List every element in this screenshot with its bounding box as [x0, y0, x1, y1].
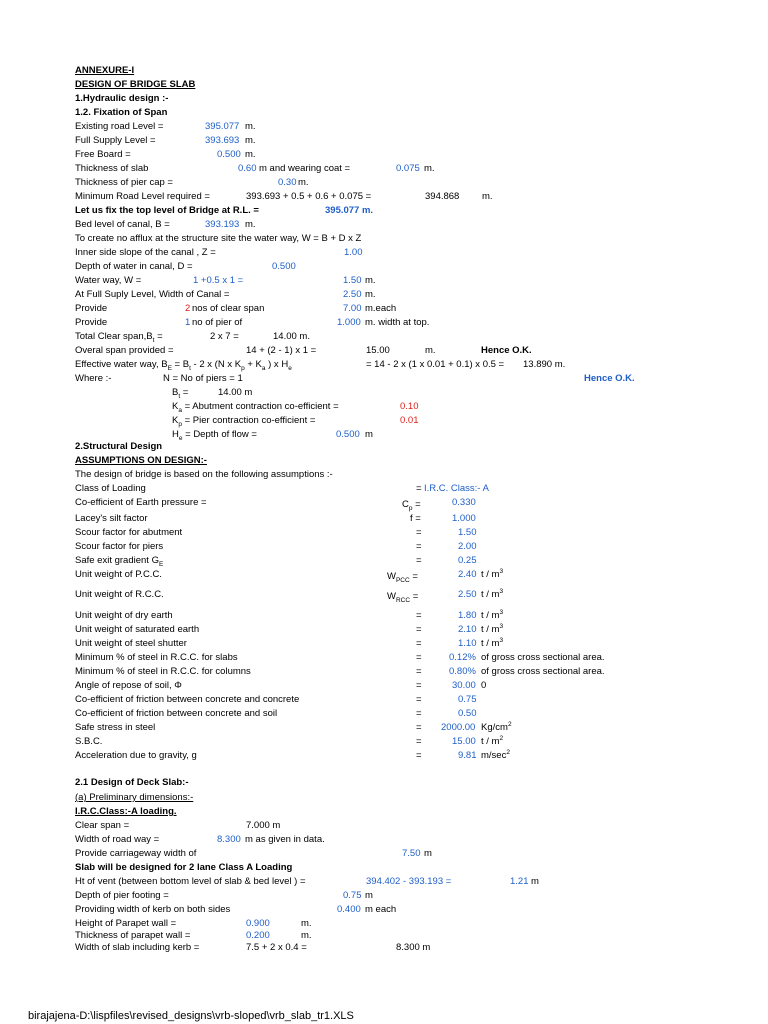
assumption-unit: t / $m^3$: [481, 608, 504, 621]
fix-top-label: Let us fix the top level of Bridge at R.L. =: [75, 205, 259, 216]
assumption-symbol: =: [416, 624, 422, 635]
assumption-label: Unit weight of P.C.C.: [75, 569, 162, 580]
vent-unit: m: [531, 876, 539, 887]
assumption-label: Co-efficient of friction between concrete and soil: [75, 708, 278, 719]
vent-label: Ht of vent (between bottom level of slab & bed level ) =: [75, 876, 306, 887]
assumption-symbol: =: [416, 680, 422, 691]
ka-def: $K_a$ = Abutment contraction co-efficient =: [172, 401, 339, 414]
pier-cap-label: Thickness of pier cap =: [75, 177, 173, 188]
water-way-value: 1.50: [343, 275, 362, 286]
depth-water-label: Depth of water in canal, D =: [75, 261, 193, 272]
overall-span-label: Overal span provided =: [75, 345, 174, 356]
kp-value: 0.01: [400, 415, 419, 426]
ka-value: 0.10: [400, 401, 419, 412]
fsl-value: 393.693: [205, 135, 240, 146]
kerb-unit: m each: [365, 904, 397, 915]
assumption-unit: $Kg/cm^2$: [481, 720, 512, 733]
water-way-expr: 1 +0.5 x 1 =: [193, 275, 244, 286]
vent-value: 1.21: [510, 876, 529, 887]
assumption-label: Angle of repose of soil, Φ: [75, 680, 182, 691]
provide-pier-value: 1.000: [337, 317, 361, 328]
slab-thickness-unit: m and wearing coat =: [259, 163, 351, 174]
assumption-value: 15.00: [452, 736, 476, 747]
he-value: 0.500: [336, 429, 360, 440]
assumption-value: 2000.00: [441, 722, 476, 733]
assumption-symbol: =: [416, 638, 422, 649]
eff-waterway-ok: Hence O.K.: [584, 373, 635, 384]
total-clear-span-expr: 2 x 7 =: [210, 331, 239, 342]
wearing-coat-value: 0.075: [396, 163, 420, 174]
assumption-symbol: =: [416, 666, 422, 677]
assumption-symbol: =: [416, 483, 422, 494]
provide-pier-unit: m. width at top.: [365, 317, 430, 328]
assumption-unit: t / $m^3$: [481, 567, 504, 580]
assumption-symbol: $W_{PCC}$ =: [387, 571, 418, 584]
assumption-symbol: =: [416, 708, 422, 719]
deck-heading: 2.1 Design of Deck Slab:-: [75, 777, 189, 788]
eff-waterway-expr: = 14 - 2 x (1 x 0.01 + 0.1) x 0.5 =: [366, 359, 505, 370]
water-way-label: Water way, W =: [75, 275, 142, 286]
carriageway-value: 7.50: [402, 848, 421, 859]
slab-width-value: 8.300 m: [396, 942, 431, 953]
assumption-value: 2.50: [458, 589, 477, 600]
free-board-value: 0.500: [217, 149, 241, 160]
slab-thickness-value: 0.60: [238, 163, 257, 174]
assumption-value: 1.80: [458, 610, 477, 621]
assumption-symbol: =: [416, 610, 422, 621]
eff-waterway-value: 13.890 m.: [523, 359, 566, 370]
parapet-thickness-value: 0.200: [246, 930, 270, 941]
assumption-unit: of gross cross sectional area.: [481, 666, 605, 677]
provide-span-label: Provide: [75, 303, 108, 314]
pier-cap-unit: m.: [298, 177, 309, 188]
provide-span-value: 7.00: [343, 303, 362, 314]
assumption-value: 0.25: [458, 555, 477, 566]
assumption-label: Co-efficient of friction between concrete and concrete: [75, 694, 300, 705]
assumption-symbol: =: [416, 555, 422, 566]
assumption-value: 9.81: [458, 750, 477, 761]
assumption-unit: t / $m^3$: [481, 587, 504, 600]
assumption-value: 30.00: [452, 680, 476, 691]
assumption-label: Minimum % of steel in R.C.C. for columns: [75, 666, 251, 677]
provide-pier-text: no of pier of: [192, 317, 243, 328]
overall-span-value: 15.00: [366, 345, 390, 356]
overall-span-ok: Hence O.K.: [481, 345, 532, 356]
assumption-value: 2.00: [458, 541, 477, 552]
assumption-label: Safe stress in steel: [75, 722, 156, 733]
slab-width-expr: 7.5 + 2 x 0.4 =: [246, 942, 307, 953]
assumption-unit: t / $m^2$: [481, 734, 504, 747]
parapet-height-value: 0.900: [246, 918, 270, 929]
min-road-level-label: Minimum Road Level required =: [75, 191, 210, 202]
assumption-label: Minimum % of steel in R.C.C. for slabs: [75, 652, 238, 663]
assumption-value: 1.50: [458, 527, 477, 538]
assumption-symbol: =: [416, 750, 422, 761]
assumption-symbol: =: [416, 736, 422, 747]
assumption-unit: 0: [481, 680, 487, 691]
slab-thickness-label: Thickness of slab: [75, 163, 149, 174]
provide-pier-count: 1: [185, 317, 191, 328]
kerb-label: Providing width of kerb on both sides: [75, 904, 231, 915]
depth-water-value: 0.500: [272, 261, 296, 272]
pier-footing-label: Depth of pier footing =: [75, 890, 169, 901]
assumption-label: Scour factor for piers: [75, 541, 164, 552]
fix-top-value: 395.077 m.: [325, 205, 374, 216]
assumption-symbol: =: [416, 722, 422, 733]
loading-heading: I.R.C.Class:-A loading.: [75, 806, 177, 817]
section-span-heading: 1.2. Fixation of Span: [75, 107, 168, 118]
fsl-unit: m.: [245, 135, 256, 146]
water-way-unit: m.: [365, 275, 376, 286]
he-def: $H_e$ = Depth of flow =: [172, 429, 257, 442]
slab-width-label: Width of slab including kerb =: [75, 942, 200, 953]
document-title: DESIGN OF BRIDGE SLAB: [75, 79, 196, 90]
overall-span-expr: 14 + (2 - 1) x 1 =: [246, 345, 317, 356]
carriageway-unit: m: [424, 848, 432, 859]
fsl-label: Full Supply Level =: [75, 135, 156, 146]
width-canal-unit: m.: [365, 289, 376, 300]
assumption-label: Unit weight of dry earth: [75, 610, 173, 621]
existing-road-level-label: Existing road Level =: [75, 121, 164, 132]
n-piers-def: N = No of piers = 1: [163, 373, 243, 384]
assumption-label: Scour factor for abutment: [75, 527, 183, 538]
vent-expr: 394.402 - 393.193 =: [366, 876, 452, 887]
assumption-symbol: f =: [410, 513, 421, 524]
assumption-symbol: =: [416, 694, 422, 705]
bt-def: $B_t$ =: [172, 387, 189, 400]
bed-level-value: 393.193: [205, 219, 240, 230]
assumption-label: Acceleration due to gravity, g: [75, 750, 197, 761]
min-road-level-value: 394.868: [425, 191, 460, 202]
eff-waterway-label: Effective water way, $B_E = B_t - 2$ x (N x $K_p + K_a$ ) x $H_e$: [75, 359, 292, 372]
assumption-value: 1.10: [458, 638, 477, 649]
existing-road-level-unit: m.: [245, 121, 256, 132]
assumption-symbol: $W_{RCC}$ =: [387, 591, 419, 604]
assumption-value: 0.80%: [449, 666, 476, 677]
assumption-label: Lacey's silt factor: [75, 513, 148, 524]
pier-footing-unit: m: [365, 890, 373, 901]
afflux-note: To create no afflux at the structure site the water way, W = B + D x Z: [75, 233, 362, 244]
assumption-value: 0.12%: [449, 652, 476, 663]
assumption-label: Unit weight of R.C.C.: [75, 589, 164, 600]
assumption-value: 0.50: [458, 708, 477, 719]
assumption-label: S.B.C.: [75, 736, 103, 747]
assumption-value: 0.75: [458, 694, 477, 705]
existing-road-level-value: 395.077: [205, 121, 240, 132]
side-slope-value: 1.00: [344, 247, 363, 258]
kp-def: $K_p$ = Pier contraction co-efficient =: [172, 415, 316, 428]
assumption-value: 1.000: [452, 513, 476, 524]
assumptions-heading: ASSUMPTIONS ON DESIGN:-: [75, 455, 207, 466]
bed-level-unit: m.: [245, 219, 256, 230]
assumption-symbol: =: [416, 527, 422, 538]
bt-value: 14.00 m: [218, 387, 253, 398]
parapet-thickness-unit: m.: [301, 930, 312, 941]
lane-note: Slab will be designed for 2 lane Class A Loading: [75, 862, 293, 873]
assumption-label: Safe exit gradient $G_E$: [75, 555, 164, 568]
assumption-label: Class of Loading: [75, 483, 146, 494]
free-board-unit: m.: [245, 149, 256, 160]
free-board-label: Free Board =: [75, 149, 131, 160]
pier-footing-value: 0.75: [343, 890, 362, 901]
he-unit: m: [365, 429, 373, 440]
road-way-label: Width of road way =: [75, 834, 160, 845]
carriageway-label: Provide carriageway width of: [75, 848, 197, 859]
overall-span-unit: m.: [425, 345, 436, 356]
assumption-label: Unit weight of saturated earth: [75, 624, 200, 635]
clear-span-value: 7.000 m: [246, 820, 281, 831]
assumptions-intro: The design of bridge is based on the following assumptions :-: [75, 469, 333, 480]
section-hydraulic-heading: 1.Hydraulic design :-: [75, 93, 169, 104]
provide-span-text: nos of clear span: [192, 303, 265, 314]
assumption-value: 2.10: [458, 624, 477, 635]
clear-span-label: Clear span =: [75, 820, 130, 831]
kerb-value: 0.400: [337, 904, 361, 915]
provide-pier-label: Provide: [75, 317, 108, 328]
assumption-unit: $m/\sec^2$: [481, 748, 510, 761]
road-way-unit: m as given in data.: [245, 834, 325, 845]
assumption-symbol: $C_p$ =: [402, 499, 421, 512]
min-road-level-expr: 393.693 + 0.5 + 0.6 + 0.075 =: [246, 191, 372, 202]
file-path-footer: birajajena-D:\lispfiles\revised_designs\vrb-sloped\vrb_slab_tr1.XLS: [28, 1010, 354, 1022]
parapet-thickness-label: Thickness of parapet wall =: [75, 930, 191, 941]
provide-span-unit: m.each: [365, 303, 397, 314]
road-way-value: 8.300: [217, 834, 241, 845]
assumption-value: 0.330: [452, 497, 476, 508]
width-canal-label: At Full Suply Level, Width of Canal =: [75, 289, 230, 300]
prelim-heading: (a) Preliminary dimensions:-: [75, 792, 194, 803]
provide-span-count: 2: [185, 303, 191, 314]
annexure-label: ANNEXURE-I: [75, 65, 135, 76]
assumption-value: I.R.C. Class:- A: [424, 483, 489, 494]
assumption-unit: t / $m^3$: [481, 622, 504, 635]
where-label: Where :-: [75, 373, 112, 384]
assumption-symbol: =: [416, 652, 422, 663]
bed-level-label: Bed level of canal, B =: [75, 219, 170, 230]
parapet-height-unit: m.: [301, 918, 312, 929]
min-road-level-unit: m.: [482, 191, 493, 202]
total-clear-span-label: Total Clear $span,B_t$ =: [75, 331, 163, 344]
assumption-value: 2.40: [458, 569, 477, 580]
wearing-coat-unit: m.: [424, 163, 435, 174]
width-canal-value: 2.50: [343, 289, 362, 300]
assumption-label: Unit weight of steel shutter: [75, 638, 187, 649]
pier-cap-value: 0.30: [278, 177, 297, 188]
assumption-symbol: =: [416, 541, 422, 552]
total-clear-span-value: 14.00 m.: [273, 331, 310, 342]
assumption-label: Co-efficient of Earth pressure =: [75, 497, 207, 508]
assumption-unit: of gross cross sectional area.: [481, 652, 605, 663]
parapet-height-label: Height of Parapet wall =: [75, 918, 177, 929]
assumption-unit: t / $m^3$: [481, 636, 504, 649]
side-slope-label: Inner side slope of the canal , Z =: [75, 247, 216, 258]
structural-heading: 2.Structural Design: [75, 441, 163, 452]
